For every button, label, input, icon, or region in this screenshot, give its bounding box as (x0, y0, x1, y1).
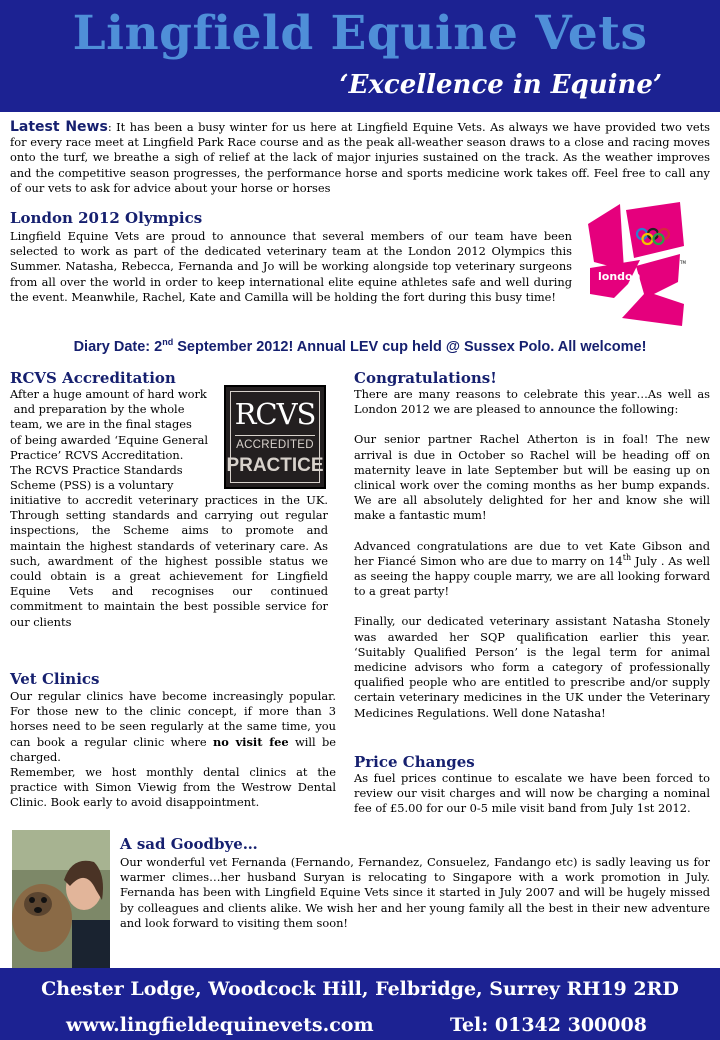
congrats-p3-end: July . As well as seeing the happy couple marry, we are all looking forward to a great party! (354, 553, 710, 599)
goodbye-heading: A sad Goodbye… (120, 835, 258, 853)
header-banner (0, 0, 720, 112)
rcvs-intro (10, 387, 224, 493)
rcvs-intro-line: team, we are in the final stages (10, 417, 192, 432)
clinics-p1-end: will be charged. (10, 734, 337, 764)
congrats-p1: There are many reasons to celebrate this year…As well as London 2012 we are pleased to announce the following: (354, 387, 710, 417)
fernanda-photo (12, 830, 110, 968)
footer (0, 968, 720, 1040)
rcvs-intro-line: and preparation by the whole (10, 402, 185, 417)
congrats-body (354, 387, 710, 721)
rcvs-logo-line3: PRACTICE (226, 455, 324, 476)
congrats-p4: Finally, our dedicated veterinary assistant Natasha Stonely was awarded her SQP qualification earlier this year. ‘Suitably Qualified Person’ is the legal term for animal medicine advisors who form a category of professionally qualified people who are entitled to prescribe and/or supply certain veterinary medicines in the UK under the Veterinary Medicines Regulations. Well done Natasha! (354, 614, 710, 720)
rcvs-intro-line: of being awarded ‘Equine General (10, 432, 209, 447)
rcvs-intro-line: The RCVS Practice Standards (10, 463, 183, 478)
clinics-heading: Vet Clinics (10, 670, 100, 688)
diary-date-rest: September 2012! Annual LEV cup held @ Sussex Polo. All welcome! (173, 339, 647, 355)
rcvs-logo-line1: RCVS (234, 397, 316, 431)
london-2012-logo (584, 202, 690, 328)
rcvs-body: initiative to accredit veterinary practices in the UK. Through setting standards and carrying out regular inspections, the Scheme aims to promote and maintain the highest standards of veterinary care. As such, awardment of the highest possible status we could obtain is a great achievement for Lingfield Equine Vets and recognises our continued commitment to maintain the best possible service for our clients (10, 493, 328, 629)
footer-phone[interactable]: Tel: 01342 300008 (450, 1014, 647, 1036)
latest-news-heading: Latest News (10, 119, 108, 135)
rcvs-logo (224, 385, 326, 489)
rcvs-intro-line: After a huge amount of hard work (10, 387, 207, 401)
prices-heading: Price Changes (354, 753, 475, 771)
congrats-p2: Our senior partner Rachel Atherton is in foal! The new arrival is due in October so Rachel will be heading off on maternity leave in late September but will be easing up on clinical work over the coming months as her bump expands. We are all absolutely delighted for her and know she will make a fantastic mum! (354, 432, 710, 523)
rcvs-logo-line2: ACCREDITED (236, 439, 314, 451)
rcvs-intro-line: Scheme (PSS) is a voluntary (10, 478, 174, 493)
tagline: ‘Excellence in Equine’ (339, 70, 662, 100)
rcvs-intro-line: Practice’ RCVS Accreditation. (10, 447, 184, 462)
rcvs-heading: RCVS Accreditation (10, 369, 176, 387)
page-title: Lingfield Equine Vets (72, 6, 648, 61)
diary-date-text: Diary Date: 2 (73, 339, 163, 355)
goodbye-body: Our wonderful vet Fernanda (Fernando, Fernandez, Consuelez, Fandango etc) is sadly leaving us for warmer climes…her husband Suryan is relocating to Singapore with a work promotion in July. Fernanda has been with Lingfield Equine Vets since it started in July 2007 and will be hugely missed by colleagues and clients alike. We wish her and her young family all the best in their new adventure and look forward to visiting them soon! (120, 855, 710, 930)
london-logo-text: london (598, 270, 641, 283)
latest-news-body: : It has been a busy winter for us here at Lingfield Equine Vets. As always we have provided two vets for every race meet at Lingfield Park Race course and as the peak all-weather season draws to a close and racing moves onto the turf, we breathe a sigh of relief at the lack of major injuries sustained on the track. As the weather improves and the competitive season progresses, the performance horse and sports medicine work takes off. Feel free to call any of our vets to ask for advice about your horse or horses (10, 120, 711, 195)
congrats-heading: Congratulations! (354, 369, 497, 387)
congrats-p3-sup: th (622, 553, 632, 563)
diary-date-sup: nd (162, 337, 174, 348)
olympics-heading: London 2012 Olympics (10, 209, 203, 227)
clinics-p1-bold: no visit fee (213, 734, 289, 749)
footer-address: Chester Lodge, Woodcock Hill, Felbridge, Surrey RH19 2RD (41, 978, 679, 1000)
prices-body: As fuel prices continue to escalate we have been forced to review our visit charges and will now be charging a nominal fee of £5.00 for our 0-5 mile visit band from July 1st 2012. (354, 771, 710, 816)
congrats-p3-text: Advanced congratulations are due to vet Kate Gibson and her Fiancé Simon who are due to marry on 14 (354, 538, 710, 568)
latest-news (10, 120, 710, 196)
footer-website[interactable]: www.lingfieldequinevets.com (66, 1014, 374, 1036)
clinics-p1-text: Our regular clinics have become increasingly popular. For those new to the clinic concept, if more than 3 horses need to be seen regularly at the same time, you can book a regular clinic where (10, 689, 336, 749)
congrats-p3 (354, 539, 710, 600)
olympics-body: Lingfield Equine Vets are proud to announce that several members of our team have been selected to work as part of the dedicated veterinary team at the London 2012 Olympics this Summer. Natasha, Rebecca, Fernanda and Jo will be working alongside top veterinary surgeons from all over the world in order to keep international elite equine athletes safe and well during the event. Meanwhile, Rachel, Kate and Camilla will be holding the fort during this busy time! (10, 229, 572, 304)
clinics-body (10, 689, 336, 811)
london-logo-tm: TM (680, 260, 686, 265)
clinics-p2: Remember, we host monthly dental clinics at the practice with Simon Viewig from the Westrow Dental Clinic. Book early to avoid disappointment. (10, 765, 336, 810)
diary-date (0, 339, 720, 355)
